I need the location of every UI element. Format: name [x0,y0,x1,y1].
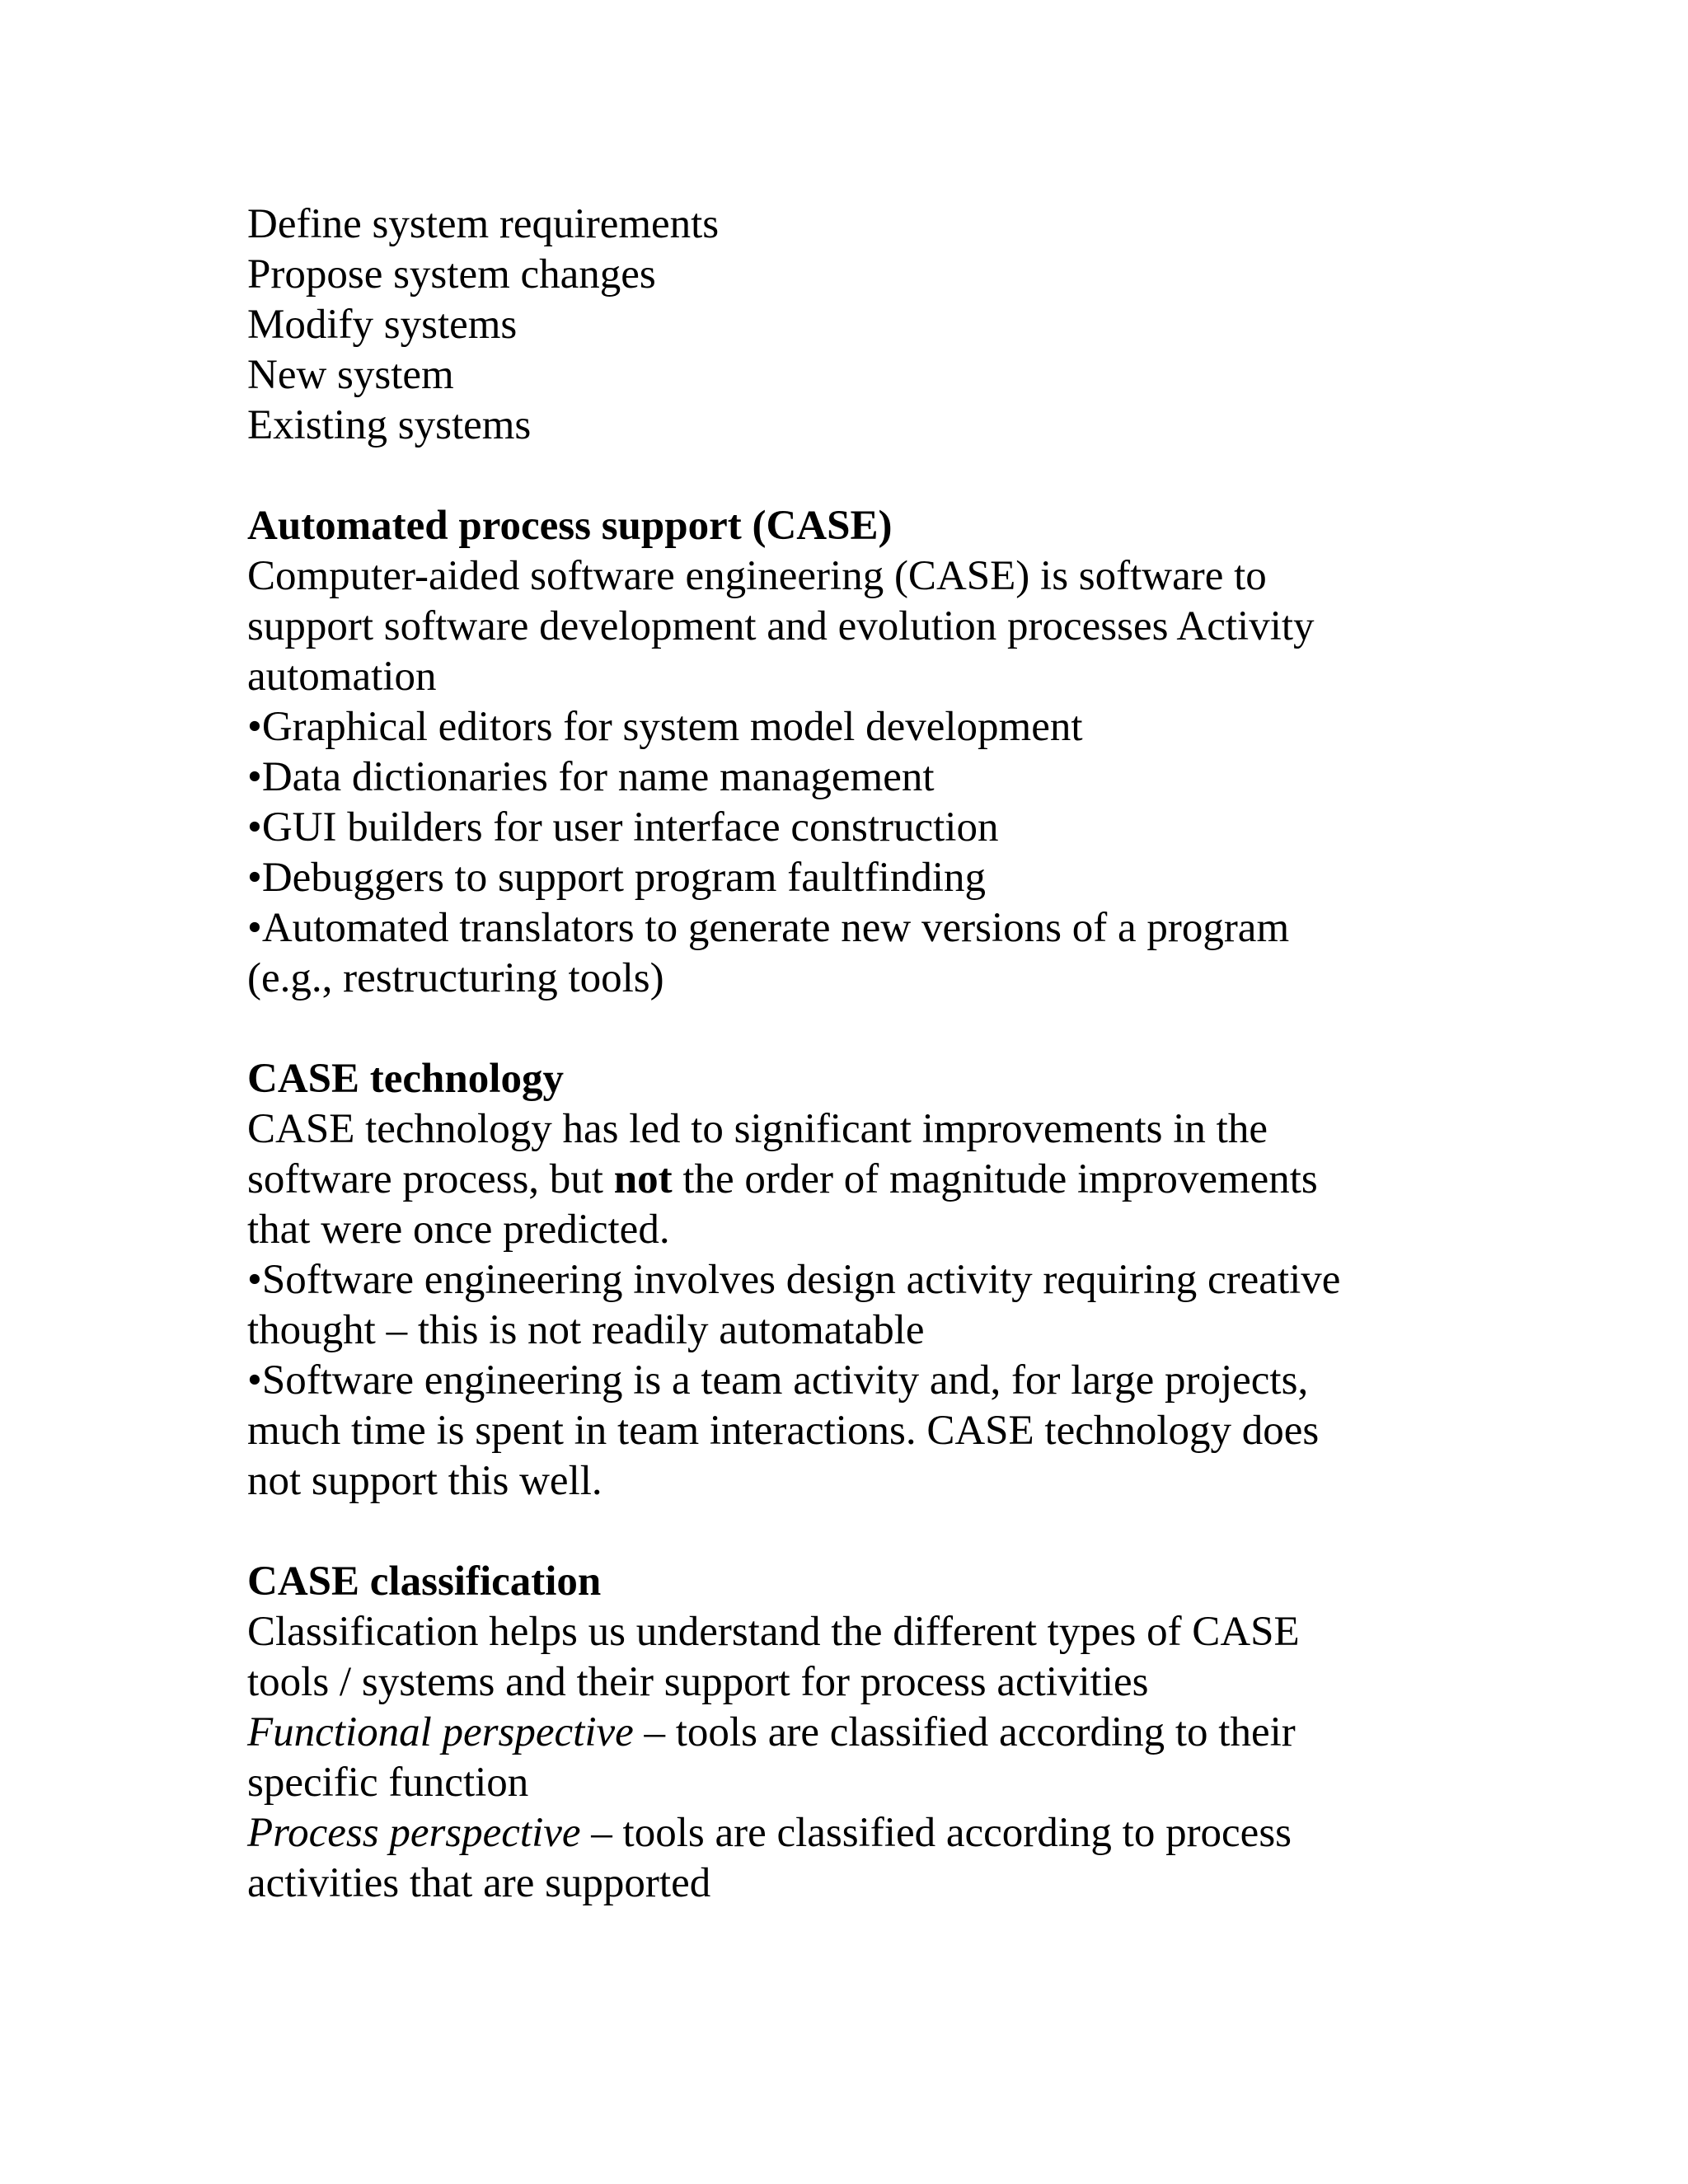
list-item: Define system requirements [247,201,720,247]
section-heading: CASE technology [247,1056,564,1102]
section-spacer [247,1507,1467,1557]
text-run: software process, but [247,1156,614,1202]
bullet-continuation: much time is spent in team interactions. CASE technology does [247,1408,1320,1454]
paragraph-line: that were once predicted. [247,1207,670,1253]
bullet-item: •Debuggers to support program faultfinding [247,855,987,901]
automated-process-section [247,501,1467,1004]
paragraph-line: Computer-aided software engineering (CASE) is software to [247,553,1267,599]
definition-line [247,1808,1467,1858]
bullet-item: •Software engineering involves design activity requiring creative [247,1257,1341,1303]
list-item: New system [247,352,454,398]
definition-line [247,1708,1467,1758]
section-spacer [247,1004,1467,1054]
text-run: – tools are classified according to their [633,1709,1296,1755]
definition-continuation: specific function [247,1760,529,1806]
definition-continuation: activities that are supported [247,1860,711,1906]
text-run: the order of magnitude improvements [672,1156,1318,1202]
bullet-item: •GUI builders for user interface construction [247,804,999,851]
bullet-item: •Graphical editors for system model development [247,704,1083,750]
emphasis-not: not [613,1156,673,1202]
case-technology-section [247,1054,1467,1507]
section-heading: Automated process support (CASE) [247,503,893,549]
paragraph-line: automation [247,654,437,700]
section-heading: CASE classification [247,1558,602,1605]
list-item: Existing systems [247,402,532,448]
list-item: Modify systems [247,302,518,348]
paragraph-line: tools / systems and their support for process activities [247,1659,1149,1705]
paragraph-line: Classification helps us understand the different types of CASE [247,1609,1300,1655]
bullet-item: •Software engineering is a team activity and, for large projects, [247,1357,1309,1404]
bullet-continuation: thought – this is not readily automatable [247,1307,925,1353]
intro-list [247,199,1467,451]
case-classification-section [247,1557,1467,1909]
paragraph-line: support software development and evolution processes Activity [247,603,1315,649]
document-content [247,199,1467,1909]
paragraph-line: CASE technology has led to significant improvements in the [247,1106,1268,1152]
bullet-item: •Automated translators to generate new versions of a program [247,905,1290,951]
paragraph-line [247,1155,1467,1205]
bullet-continuation: not support this well. [247,1458,603,1504]
list-item: Propose system changes [247,251,656,298]
section-spacer [247,451,1467,501]
bullet-item: •Data dictionaries for name management [247,754,935,800]
text-run: – tools are classified according to process [580,1810,1292,1856]
term-functional-perspective: Functional perspective [247,1709,634,1755]
term-process-perspective: Process perspective [247,1810,581,1856]
bullet-continuation: (e.g., restructuring tools) [247,955,664,1001]
